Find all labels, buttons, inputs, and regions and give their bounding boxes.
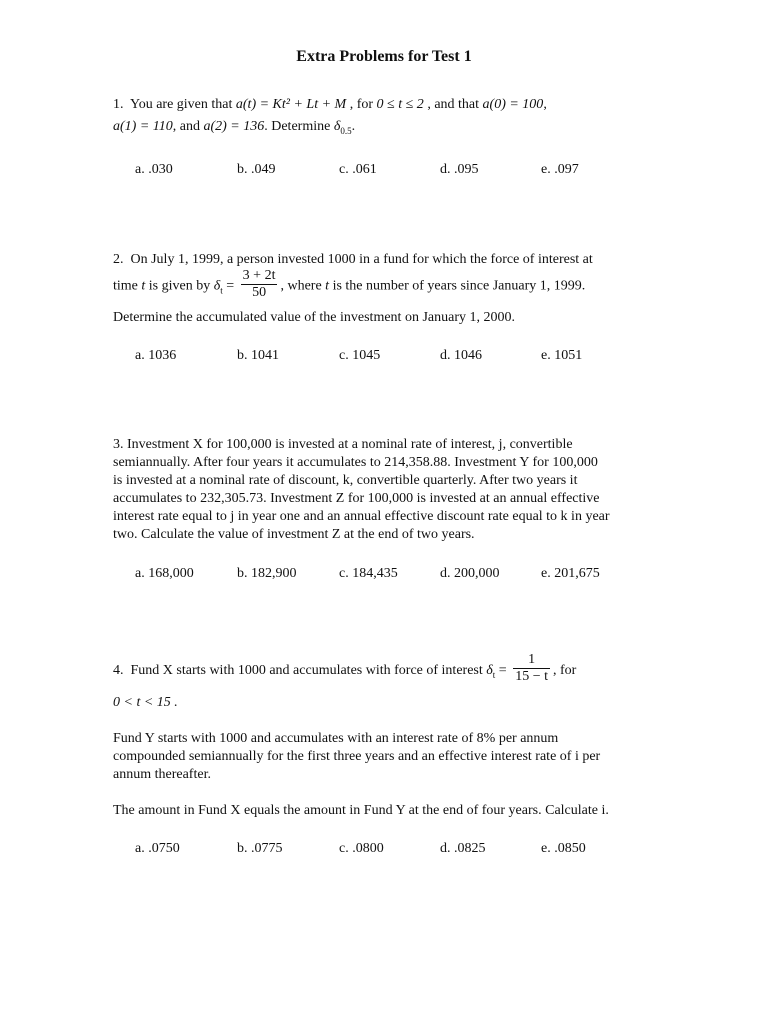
problem-3-choice-c: c. 184,435 [339, 566, 398, 581]
problem-3-line-1: 3. Investment X for 100,000 is invested at a nominal rate of interest, j, convertible [113, 437, 573, 452]
problem-1-choice-a: a. .030 [135, 162, 173, 177]
problem-2-choice-a: a. 1036 [135, 348, 177, 363]
problem-2-text: is given by [145, 278, 214, 294]
problem-3-choice-d: d. 200,000 [440, 566, 500, 581]
problem-4-text: Fund X starts with 1000 and accumulates with force of interest [130, 663, 487, 678]
problem-3-choice-e: e. 201,675 [541, 566, 600, 581]
problem-3-line-4: accumulates to 232,305.73. Investment Z for 100,000 is invested at an annual effective [113, 491, 600, 506]
problem-4-fraction-numerator: 1 [528, 652, 536, 668]
problem-2-text: On July 1, 1999, a person invested 1000 in a fund for which the force of interest at [130, 252, 593, 267]
problem-4-para-2-line-1: Fund Y starts with 1000 and accumulates with an interest rate of 8% per annum [113, 731, 559, 746]
problem-2-text: time [113, 278, 142, 294]
problem-1-text: , and that [427, 97, 483, 112]
problem-1-a2: a(2) = 136 [203, 119, 265, 134]
problem-2-equals: = [222, 278, 238, 294]
problem-3-line-2: semiannually. After four years it accumulates to 214,358.88. Investment Y for 100,000 [113, 455, 598, 470]
problem-3-line-5: interest rate equal to j in year one and an annual effective discount rate equal to k in year [113, 509, 610, 524]
problem-4-choice-b: b. .0775 [237, 841, 283, 856]
problem-4-line-2: 0 < t < 15 . [113, 695, 178, 710]
problem-1-choice-c: c. .061 [339, 162, 377, 177]
problem-4-delta-subscript: t [492, 670, 496, 680]
problem-4-equals: = [495, 663, 511, 678]
problem-4-para-3: The amount in Fund X equals the amount in Fund Y at the end of four years. Calculate i. [113, 803, 609, 818]
problem-4-line-1 [113, 654, 576, 692]
problem-1-text: You are given that [129, 97, 236, 112]
problem-1-choice-d: d. .095 [440, 162, 479, 177]
problem-1-text: , for [349, 97, 377, 112]
problem-3-choice-a: a. 168,000 [135, 566, 194, 581]
problem-1-line-2 [113, 118, 355, 140]
problem-1-text: . Determine [264, 119, 334, 134]
page-title: Extra Problems for Test 1 [296, 48, 472, 65]
problem-3-choice-b: b. 182,900 [237, 566, 297, 581]
problem-1-delta: δ [333, 119, 341, 134]
problem-1-choice-b: b. .049 [237, 162, 276, 177]
problem-4-choice-a: a. .0750 [135, 841, 180, 856]
problem-2-delta-subscript: t [220, 285, 223, 296]
problem-1-a0: a(0) = 100 [482, 97, 544, 112]
problem-4-para-2-line-3: annum thereafter. [113, 767, 211, 782]
problem-3-line-6: two. Calculate the value of investment Z at the end of two years. [113, 527, 475, 542]
problem-4-para-2-line-2: compounded semiannually for the first three years and an effective interest rate of i per [113, 749, 601, 764]
problem-1-line-1 [113, 96, 547, 114]
problem-4-choice-e: e. .0850 [541, 841, 586, 856]
problem-2-fraction [241, 268, 278, 301]
problem-2-choice-c: c. 1045 [339, 348, 381, 363]
problem-4-fraction [513, 652, 550, 685]
problem-4-choice-c: c. .0800 [339, 841, 384, 856]
problem-2-line-3: Determine the accumulated value of the investment on January 1, 2000. [113, 310, 515, 325]
problem-1-a1: a(1) = 110 [113, 119, 173, 134]
problem-1-range: 0 ≤ t ≤ 2 [376, 97, 424, 112]
problem-2-t: t [141, 278, 146, 294]
problem-1-delta-subscript: 0.5 [340, 126, 352, 136]
problem-2-choice-d: d. 1046 [440, 348, 482, 363]
problem-1-text: , [543, 97, 547, 112]
problem-2-text: , where [280, 278, 326, 294]
problem-2-text: is the number of years since January 1, 1999. [329, 278, 586, 294]
problem-2-choice-e: e. 1051 [541, 348, 583, 363]
problem-2-number: 2. [113, 252, 124, 267]
problem-4-number: 4. [113, 663, 124, 678]
problem-2-delta: δ [213, 278, 221, 294]
problem-4-delta: δ [486, 663, 493, 678]
problem-4-choice-d: d. .0825 [440, 841, 486, 856]
problem-1-choice-e: e. .097 [541, 162, 579, 177]
problem-2-line-2 [113, 270, 585, 307]
problem-1-number: 1. [113, 97, 124, 112]
problem-1-accumulation-function: a(t) = Kt² + Lt + M [235, 97, 347, 112]
problem-2-line-1 [113, 251, 593, 269]
problem-2-choice-b: b. 1041 [237, 348, 279, 363]
problem-4-fraction-denominator: 15 − t [515, 669, 548, 685]
problem-2-t: t [325, 278, 330, 294]
problem-1-text: , and [172, 119, 204, 134]
problem-2-fraction-numerator: 3 + 2t [242, 268, 276, 283]
problem-2-fraction-denominator: 50 [241, 284, 278, 301]
problem-1-text: . [351, 119, 356, 134]
problem-3-line-3: is invested at a nominal rate of discount, k, convertible quarterly. After two years it [113, 473, 578, 488]
problem-4-text: , for [552, 663, 577, 678]
